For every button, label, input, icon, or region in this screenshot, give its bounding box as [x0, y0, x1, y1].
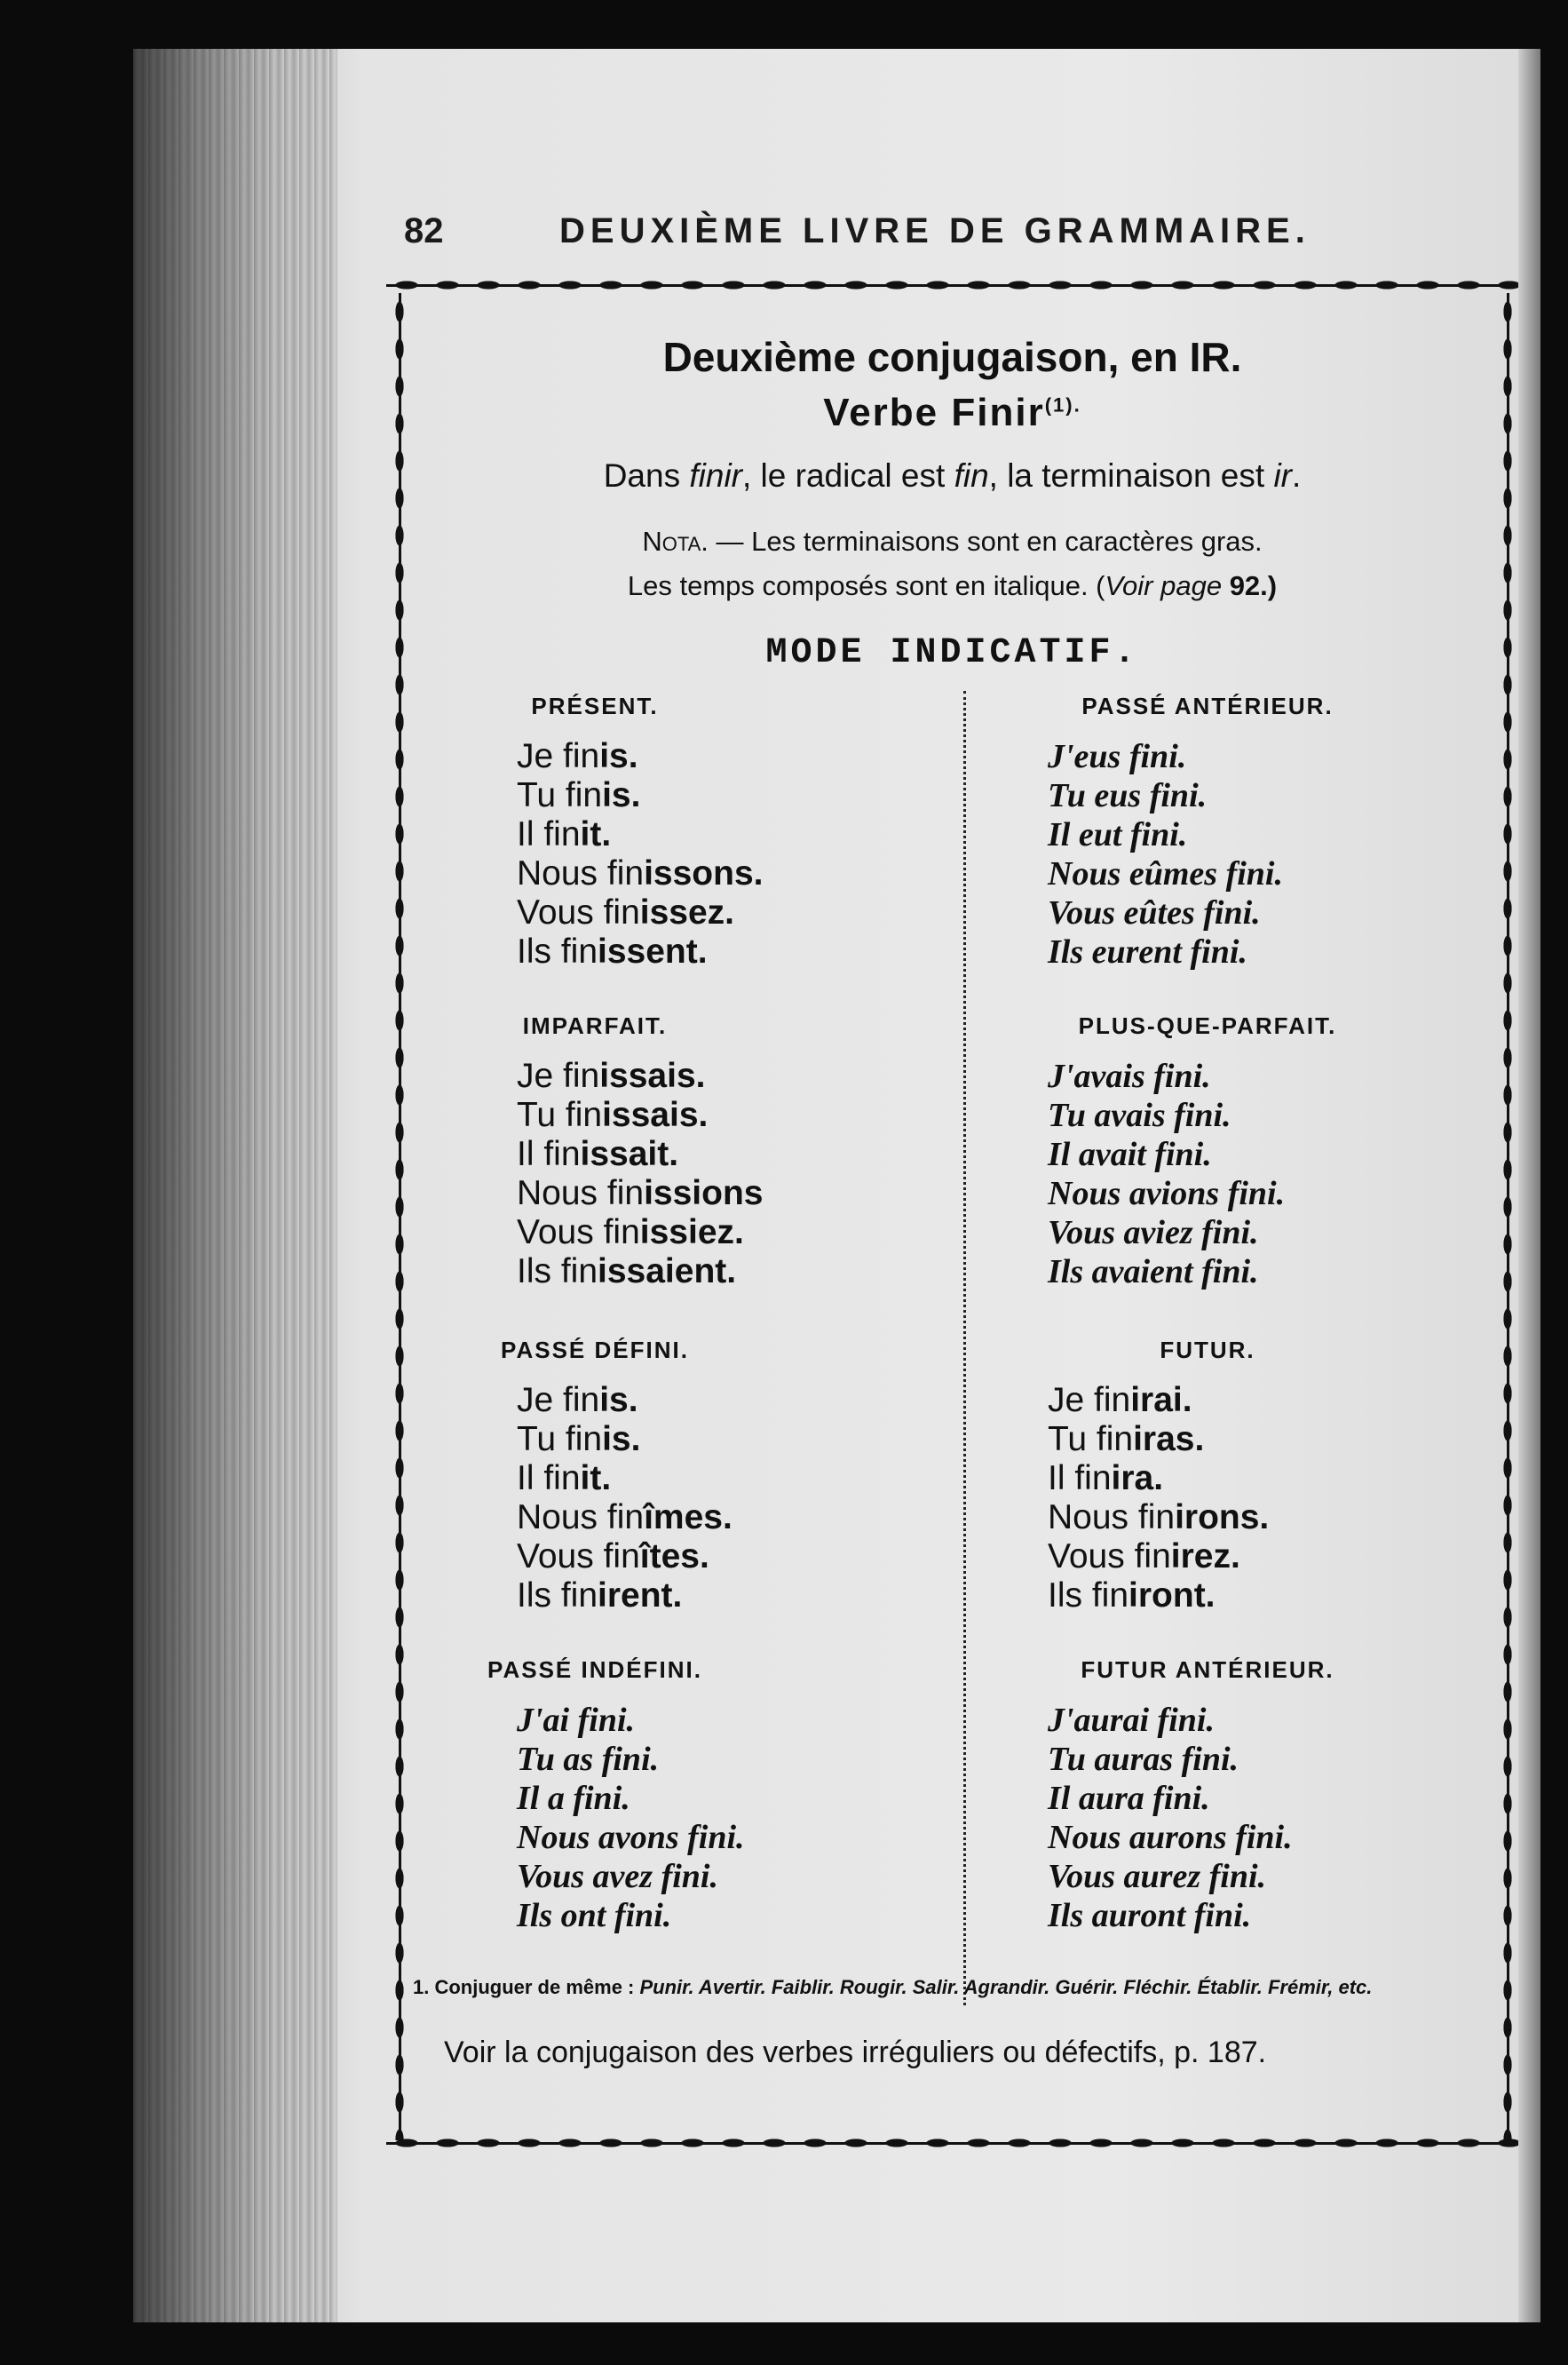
intro-word: finir [689, 457, 742, 494]
verb-stem: Ils fin [517, 1252, 598, 1290]
conjugation-form [517, 1498, 733, 1537]
verb-ending: issait. [580, 1135, 679, 1173]
verb-stem: Nous fin [1048, 1498, 1176, 1536]
conjugation-form [517, 1381, 733, 1420]
verb-ending: issiez. [639, 1213, 744, 1251]
verb-stem: Je fin [517, 1057, 600, 1095]
left-ornament-border [389, 293, 410, 2140]
verb-ending: ira. [1111, 1459, 1164, 1497]
conjugation-form [517, 1135, 763, 1174]
conjugation-form [517, 1096, 763, 1135]
verb-stem: Ils fin [517, 1576, 598, 1615]
verb-stem: Tu fin [517, 1420, 603, 1458]
conjugation-form: Ils auront fini. [1048, 1897, 1252, 1934]
page-edge [1518, 49, 1540, 2322]
conjugation-form: Ils eurent fini. [1048, 933, 1247, 971]
tense-title: IMPARFAIT. [522, 1012, 668, 1039]
conjugation-form [1048, 1498, 1269, 1537]
intro-text: Dans [603, 457, 681, 494]
conjugation-form [517, 1459, 733, 1498]
conjugation-form: Nous avons fini. [517, 1819, 745, 1856]
verb-stem: Je fin [517, 737, 600, 775]
footnote-lead: 1. Conjuguer de même : [413, 1976, 640, 1998]
verb-title: Verbe Finir [823, 391, 1045, 434]
intro-sentence [408, 457, 1496, 495]
verb-ending: is. [599, 737, 638, 775]
tense-title: PLUS-QUE-PARFAIT. [1078, 1012, 1337, 1039]
conjugation-form: Nous eûmes fini. [1048, 855, 1283, 893]
verb-stem: Nous fin [517, 854, 645, 893]
conjugation-form [1048, 1459, 1269, 1498]
book-gutter [133, 49, 337, 2322]
verb-stem: Ils fin [1048, 1576, 1129, 1615]
conjugation-form: Ils avaient fini. [1048, 1253, 1259, 1290]
verb-ending: issais. [602, 1096, 709, 1134]
conjugation-form: J'ai fini. [517, 1702, 636, 1739]
verb-stem: Il fin [517, 815, 581, 853]
top-ornament-border [386, 275, 1518, 295]
conjugation-form: Tu as fini. [517, 1741, 660, 1778]
conjugation-form [517, 1174, 763, 1213]
verb-ending: issent. [598, 933, 708, 971]
verb-ending: issions [644, 1174, 764, 1212]
nota-text: Les temps composés sont en italique. ( [627, 570, 1105, 601]
conjugation-form: Tu avais fini. [1048, 1097, 1231, 1134]
conjugation-form: Il eut fini. [1048, 816, 1188, 853]
conjugation-form [1048, 1576, 1269, 1615]
verb-ending: it. [580, 1459, 612, 1497]
right-ornament-border [1497, 293, 1518, 2140]
tense-title: FUTUR ANTÉRIEUR. [1081, 1656, 1334, 1683]
conjugation-form [1048, 1381, 1269, 1420]
footnote-verbs: Punir. Avertir. Faiblir. Rougir. Salir. Agrandir. Guérir. Fléchir. Établir. Frémir, etc. [639, 1976, 1373, 1998]
conjugation-heading: Deuxième conjugaison, en IR. [662, 334, 1242, 380]
passe-defini-forms [517, 1381, 733, 1615]
nota-line [408, 520, 1496, 564]
verb-ending: is. [599, 1381, 638, 1419]
book-title: DEUXIÈME LIVRE DE GRAMMAIRE. [559, 211, 1311, 250]
conjugation-form: Il a fini. [517, 1780, 630, 1817]
verb-ending: irent. [598, 1576, 683, 1615]
verb-stem: Vous fin [517, 1213, 640, 1251]
intro-text: , la terminaison est [988, 457, 1265, 494]
present-forms [517, 737, 763, 972]
verb-ending: irons. [1175, 1498, 1270, 1536]
conjugation-form: Vous eûtes fini. [1048, 894, 1261, 932]
conjugation-form [517, 1057, 763, 1096]
conjugation-form: Ils ont fini. [517, 1897, 672, 1934]
verb-ending: issais. [599, 1057, 706, 1095]
verb-stem: Il fin [517, 1135, 581, 1173]
verb-stem: Tu fin [517, 776, 603, 814]
conjugation-form: J'aurai fini. [1048, 1702, 1215, 1739]
conjugation-form: Tu auras fini. [1048, 1741, 1239, 1778]
tense-title: FUTUR. [1160, 1337, 1255, 1363]
nota-line [408, 564, 1496, 608]
tense-title: PRÉSENT. [531, 693, 659, 719]
conjugation-form [517, 1252, 763, 1291]
conjugation-form: Vous aviez fini. [1048, 1214, 1259, 1251]
passe-indefini-forms [517, 1701, 745, 1935]
footnote-marker: (1). [1044, 393, 1081, 417]
conjugation-form [1048, 1537, 1269, 1576]
verb-ending: îmes. [644, 1498, 733, 1536]
intro-text: . [1292, 457, 1302, 494]
verb-heading [408, 391, 1496, 435]
nota-text: Voir page [1105, 570, 1223, 601]
tense-title: PASSÉ ANTÉRIEUR. [1081, 693, 1334, 719]
plus-que-parfait-forms [1048, 1057, 1285, 1291]
conjugation-form [517, 1537, 733, 1576]
column-divider [963, 691, 966, 2005]
nota-block [408, 520, 1496, 608]
conjugation-form [517, 1420, 733, 1459]
tense-title: PASSÉ DÉFINI. [501, 1337, 689, 1363]
conjugation-form [517, 893, 763, 933]
page-number: 82 [404, 211, 444, 250]
conjugation-form [517, 776, 763, 815]
conjugation-form: Vous aurez fini. [1048, 1858, 1267, 1895]
conjugation-form [517, 1576, 733, 1615]
see-also-note: Voir la conjugaison des verbes irréguliers ou défectifs, p. 187. [444, 2036, 1267, 2069]
conjugation-form: Il aura fini. [1048, 1780, 1210, 1817]
verb-ending: îtes. [639, 1537, 709, 1575]
conjugation-form: Nous aurons fini. [1048, 1819, 1293, 1856]
conjugation-form [517, 737, 763, 776]
verb-stem: Tu fin [517, 1096, 603, 1134]
verb-ending: is. [602, 776, 641, 814]
conjugation-form [517, 854, 763, 893]
verb-stem: Tu fin [1048, 1420, 1134, 1458]
verb-stem: Il fin [1048, 1459, 1112, 1497]
verb-stem: Ils fin [517, 933, 598, 971]
futur-anterieur-forms [1048, 1701, 1293, 1935]
intro-text: , le radical est [742, 457, 946, 494]
conjugation-form [517, 815, 763, 854]
nota-text: 92.) [1222, 570, 1278, 601]
tense-title: PASSÉ INDÉFINI. [487, 1656, 702, 1683]
nota-label: Nota. [642, 526, 709, 557]
conjugation-form: J'avais fini. [1048, 1058, 1211, 1095]
imparfait-forms [517, 1057, 763, 1291]
verb-ending: it. [580, 815, 612, 853]
conjugation-form: Vous avez fini. [517, 1858, 718, 1895]
conjugation-form [517, 1213, 763, 1252]
verb-ending: iras. [1133, 1420, 1205, 1458]
verb-stem: Je fin [1048, 1381, 1131, 1419]
conjugation-form: Nous avions fini. [1048, 1175, 1286, 1212]
passe-anterieur-forms [1048, 737, 1283, 972]
verb-stem: Je fin [517, 1381, 600, 1419]
intro-word: fin [954, 457, 989, 494]
verb-ending: is. [602, 1420, 641, 1458]
conjugation-form: Tu eus fini. [1048, 777, 1208, 814]
verb-stem: Vous fin [517, 1537, 640, 1575]
verb-ending: issaient. [598, 1252, 737, 1290]
footnote [413, 1976, 1492, 1999]
verb-stem: Vous fin [517, 893, 640, 932]
verb-ending: issons. [644, 854, 764, 893]
verb-stem: Nous fin [517, 1174, 645, 1212]
intro-word: ir [1273, 457, 1292, 494]
verb-stem: Vous fin [1048, 1537, 1171, 1575]
verb-ending: iront. [1128, 1576, 1216, 1615]
nota-text: — Les terminaisons sont en caractères gras. [708, 526, 1263, 557]
conjugation-form [517, 933, 763, 972]
mode-heading: MODE INDICATIF. [765, 633, 1139, 673]
conjugation-form: Il avait fini. [1048, 1136, 1212, 1173]
verb-ending: irai. [1130, 1381, 1192, 1419]
verb-ending: issez. [639, 893, 735, 932]
conjugation-form [1048, 1420, 1269, 1459]
futur-forms [1048, 1381, 1269, 1615]
bottom-ornament-border [386, 2133, 1518, 2153]
verb-ending: irez. [1170, 1537, 1240, 1575]
verb-stem: Nous fin [517, 1498, 645, 1536]
conjugation-form: J'eus fini. [1048, 738, 1187, 775]
verb-stem: Il fin [517, 1459, 581, 1497]
